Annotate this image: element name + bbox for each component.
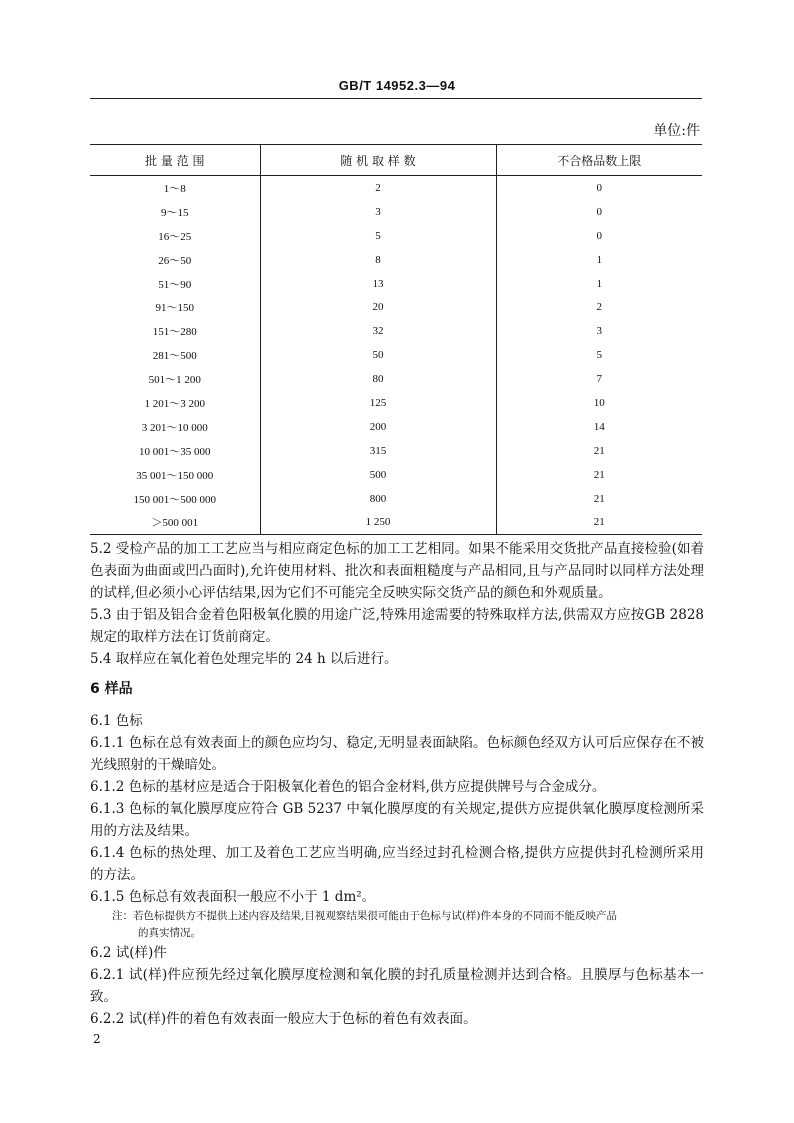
cell-defect-limit: 21 bbox=[496, 439, 702, 463]
cell-batch-range: 9～15 bbox=[161, 206, 189, 219]
cell-batch-range: 10 001～35 000 bbox=[139, 445, 211, 458]
clause-6-1-5: 6.1.5 色标总有效表面积一般应不小于 1 dm²。 bbox=[90, 889, 376, 905]
note bbox=[90, 908, 704, 942]
table-row bbox=[90, 510, 702, 534]
clause-6-1-2: 6.1.2 色标的基材应是适合于阳极氧化着色的铝合金材料,供方应提供牌号与合金成分。 bbox=[90, 779, 606, 795]
cell-batch-range: 151～280 bbox=[152, 326, 197, 339]
note-line-1: 注：若色标提供方不提供上述内容及结果,目视观察结果很可能由于色标与试(样)件本身的不同而不能反映产品 bbox=[112, 910, 618, 922]
cell-batch-range: 3 201～10 000 bbox=[141, 421, 208, 434]
cell-batch-range: 51～90 bbox=[158, 278, 192, 291]
column-header-sample-size: 随 机 取 样 数 bbox=[260, 145, 496, 176]
cell-defect-limit: 21 bbox=[496, 510, 702, 534]
cell-defect-limit: 1 bbox=[496, 272, 702, 296]
cell-sample-size: 315 bbox=[260, 439, 496, 463]
clause-6-1-3: 6.1.3 色标的氧化膜厚度应符合 GB 5237 中氧化膜厚度的有关规定,提供方应提供氧化膜厚度检测所采用的方法及结果。 bbox=[90, 801, 704, 839]
cell-defect-limit: 1 bbox=[496, 248, 702, 272]
cell-sample-size: 80 bbox=[260, 367, 496, 391]
table-row bbox=[90, 176, 702, 200]
clause-6-2-1: 6.2.1 试(样)件应预先经过氧化膜厚度检测和氧化膜的封孔质量检测并达到合格。且膜厚与色标基本一致。 bbox=[90, 967, 704, 1005]
clause-6-2-2: 6.2.2 试(样)件的着色有效表面一般应大于色标的着色有效表面。 bbox=[90, 1011, 477, 1027]
table-row bbox=[90, 463, 702, 487]
section-6-text bbox=[90, 678, 704, 1030]
cell-batch-range: 501～1 200 bbox=[148, 374, 201, 387]
table-body bbox=[90, 176, 702, 535]
clause-5-4: 5.4 取样应在氧化着色处理完毕的 24 h 以后进行。 bbox=[90, 651, 398, 667]
cell-sample-size: 800 bbox=[260, 487, 496, 511]
table-header-row bbox=[90, 145, 702, 176]
table-row bbox=[90, 248, 702, 272]
cell-sample-size: 125 bbox=[260, 391, 496, 415]
table-row bbox=[90, 367, 702, 391]
section-5-text bbox=[90, 538, 704, 670]
cell-defect-limit: 0 bbox=[496, 200, 702, 224]
cell-sample-size: 20 bbox=[260, 295, 496, 319]
cell-defect-limit: 10 bbox=[496, 391, 702, 415]
page-number: 2 bbox=[93, 1032, 101, 1046]
cell-batch-range: 1 201～3 200 bbox=[144, 397, 205, 410]
clause-6-2: 6.2 试(样)件 bbox=[90, 945, 167, 961]
clause-6-1-1: 6.1.1 色标在总有效表面上的颜色应均匀、稳定,无明显表面缺陷。色标颜色经双方认可后应保存在不被光线照射的干燥暗处。 bbox=[90, 735, 704, 773]
clause-6-1: 6.1 色标 bbox=[90, 713, 143, 729]
cell-batch-range: 1～8 bbox=[163, 182, 186, 195]
cell-defect-limit: 3 bbox=[496, 319, 702, 343]
sampling-table bbox=[90, 144, 702, 535]
table-row bbox=[90, 224, 702, 248]
table-row bbox=[90, 415, 702, 439]
table-row bbox=[90, 487, 702, 511]
cell-batch-range: 35 001～150 000 bbox=[136, 469, 214, 482]
clause-5-2: 5.2 受检产品的加工工艺应当与相应商定色标的加工工艺相同。如果不能采用交货批产品直接检验(如着色表面为曲面或凹凸面时),允许使用材料、批次和表面粗糙度与产品相同,且与产品同时以同样方法处理的试样,但必须小心评估结果,因为它们不可能完全反映实际交货产品的颜色和外观质量。 bbox=[90, 541, 704, 601]
table-row bbox=[90, 343, 702, 367]
cell-defect-limit: 7 bbox=[496, 367, 702, 391]
cell-sample-size: 500 bbox=[260, 463, 496, 487]
cell-sample-size: 13 bbox=[260, 272, 496, 296]
table-row bbox=[90, 295, 702, 319]
cell-batch-range: 281～500 bbox=[152, 350, 197, 363]
cell-defect-limit: 14 bbox=[496, 415, 702, 439]
cell-sample-size: 50 bbox=[260, 343, 496, 367]
cell-defect-limit: 0 bbox=[496, 224, 702, 248]
cell-sample-size: 8 bbox=[260, 248, 496, 272]
cell-sample-size: 3 bbox=[260, 200, 496, 224]
cell-defect-limit: 21 bbox=[496, 487, 702, 511]
clause-6-1-4: 6.1.4 色标的热处理、加工及着色工艺应当明确,应当经过封孔检测合格,提供方应提供封孔检测所采用的方法。 bbox=[90, 845, 704, 883]
cell-batch-range: 91～150 bbox=[155, 302, 194, 315]
cell-batch-range: 26～50 bbox=[158, 254, 192, 267]
cell-batch-range: 16～25 bbox=[158, 230, 192, 243]
cell-sample-size: 5 bbox=[260, 224, 496, 248]
cell-defect-limit: 5 bbox=[496, 343, 702, 367]
header-rule bbox=[90, 98, 702, 99]
cell-sample-size: 200 bbox=[260, 415, 496, 439]
note-line-2: 的真实情况。 bbox=[138, 927, 201, 939]
table-row bbox=[90, 319, 702, 343]
cell-batch-range: 150 001～500 000 bbox=[133, 493, 216, 506]
unit-label: 单位:件 bbox=[653, 123, 700, 139]
table-row bbox=[90, 200, 702, 224]
table-row bbox=[90, 272, 702, 296]
cell-sample-size: 32 bbox=[260, 319, 496, 343]
cell-defect-limit: 21 bbox=[496, 463, 702, 487]
cell-sample-size: 1 250 bbox=[260, 510, 496, 534]
table-row bbox=[90, 391, 702, 415]
cell-batch-range: ＞500 001 bbox=[90, 510, 260, 534]
table-row bbox=[90, 439, 702, 463]
section-6-heading: 6 样品 bbox=[90, 681, 133, 697]
page-header: GB/T 14952.3—94 bbox=[338, 78, 456, 93]
cell-defect-limit: 0 bbox=[496, 176, 702, 200]
cell-defect-limit: 2 bbox=[496, 295, 702, 319]
cell-sample-size: 2 bbox=[260, 176, 496, 200]
clause-5-3: 5.3 由于铝及铝合金着色阳极氧化膜的用途广泛,特殊用途需要的特殊取样方法,供需双方应按GB 2828规定的取样方法在订货前商定。 bbox=[90, 607, 704, 645]
column-header-defect-limit: 不合格品数上限 bbox=[496, 145, 702, 176]
column-header-batch-range: 批 量 范 围 bbox=[90, 145, 260, 176]
